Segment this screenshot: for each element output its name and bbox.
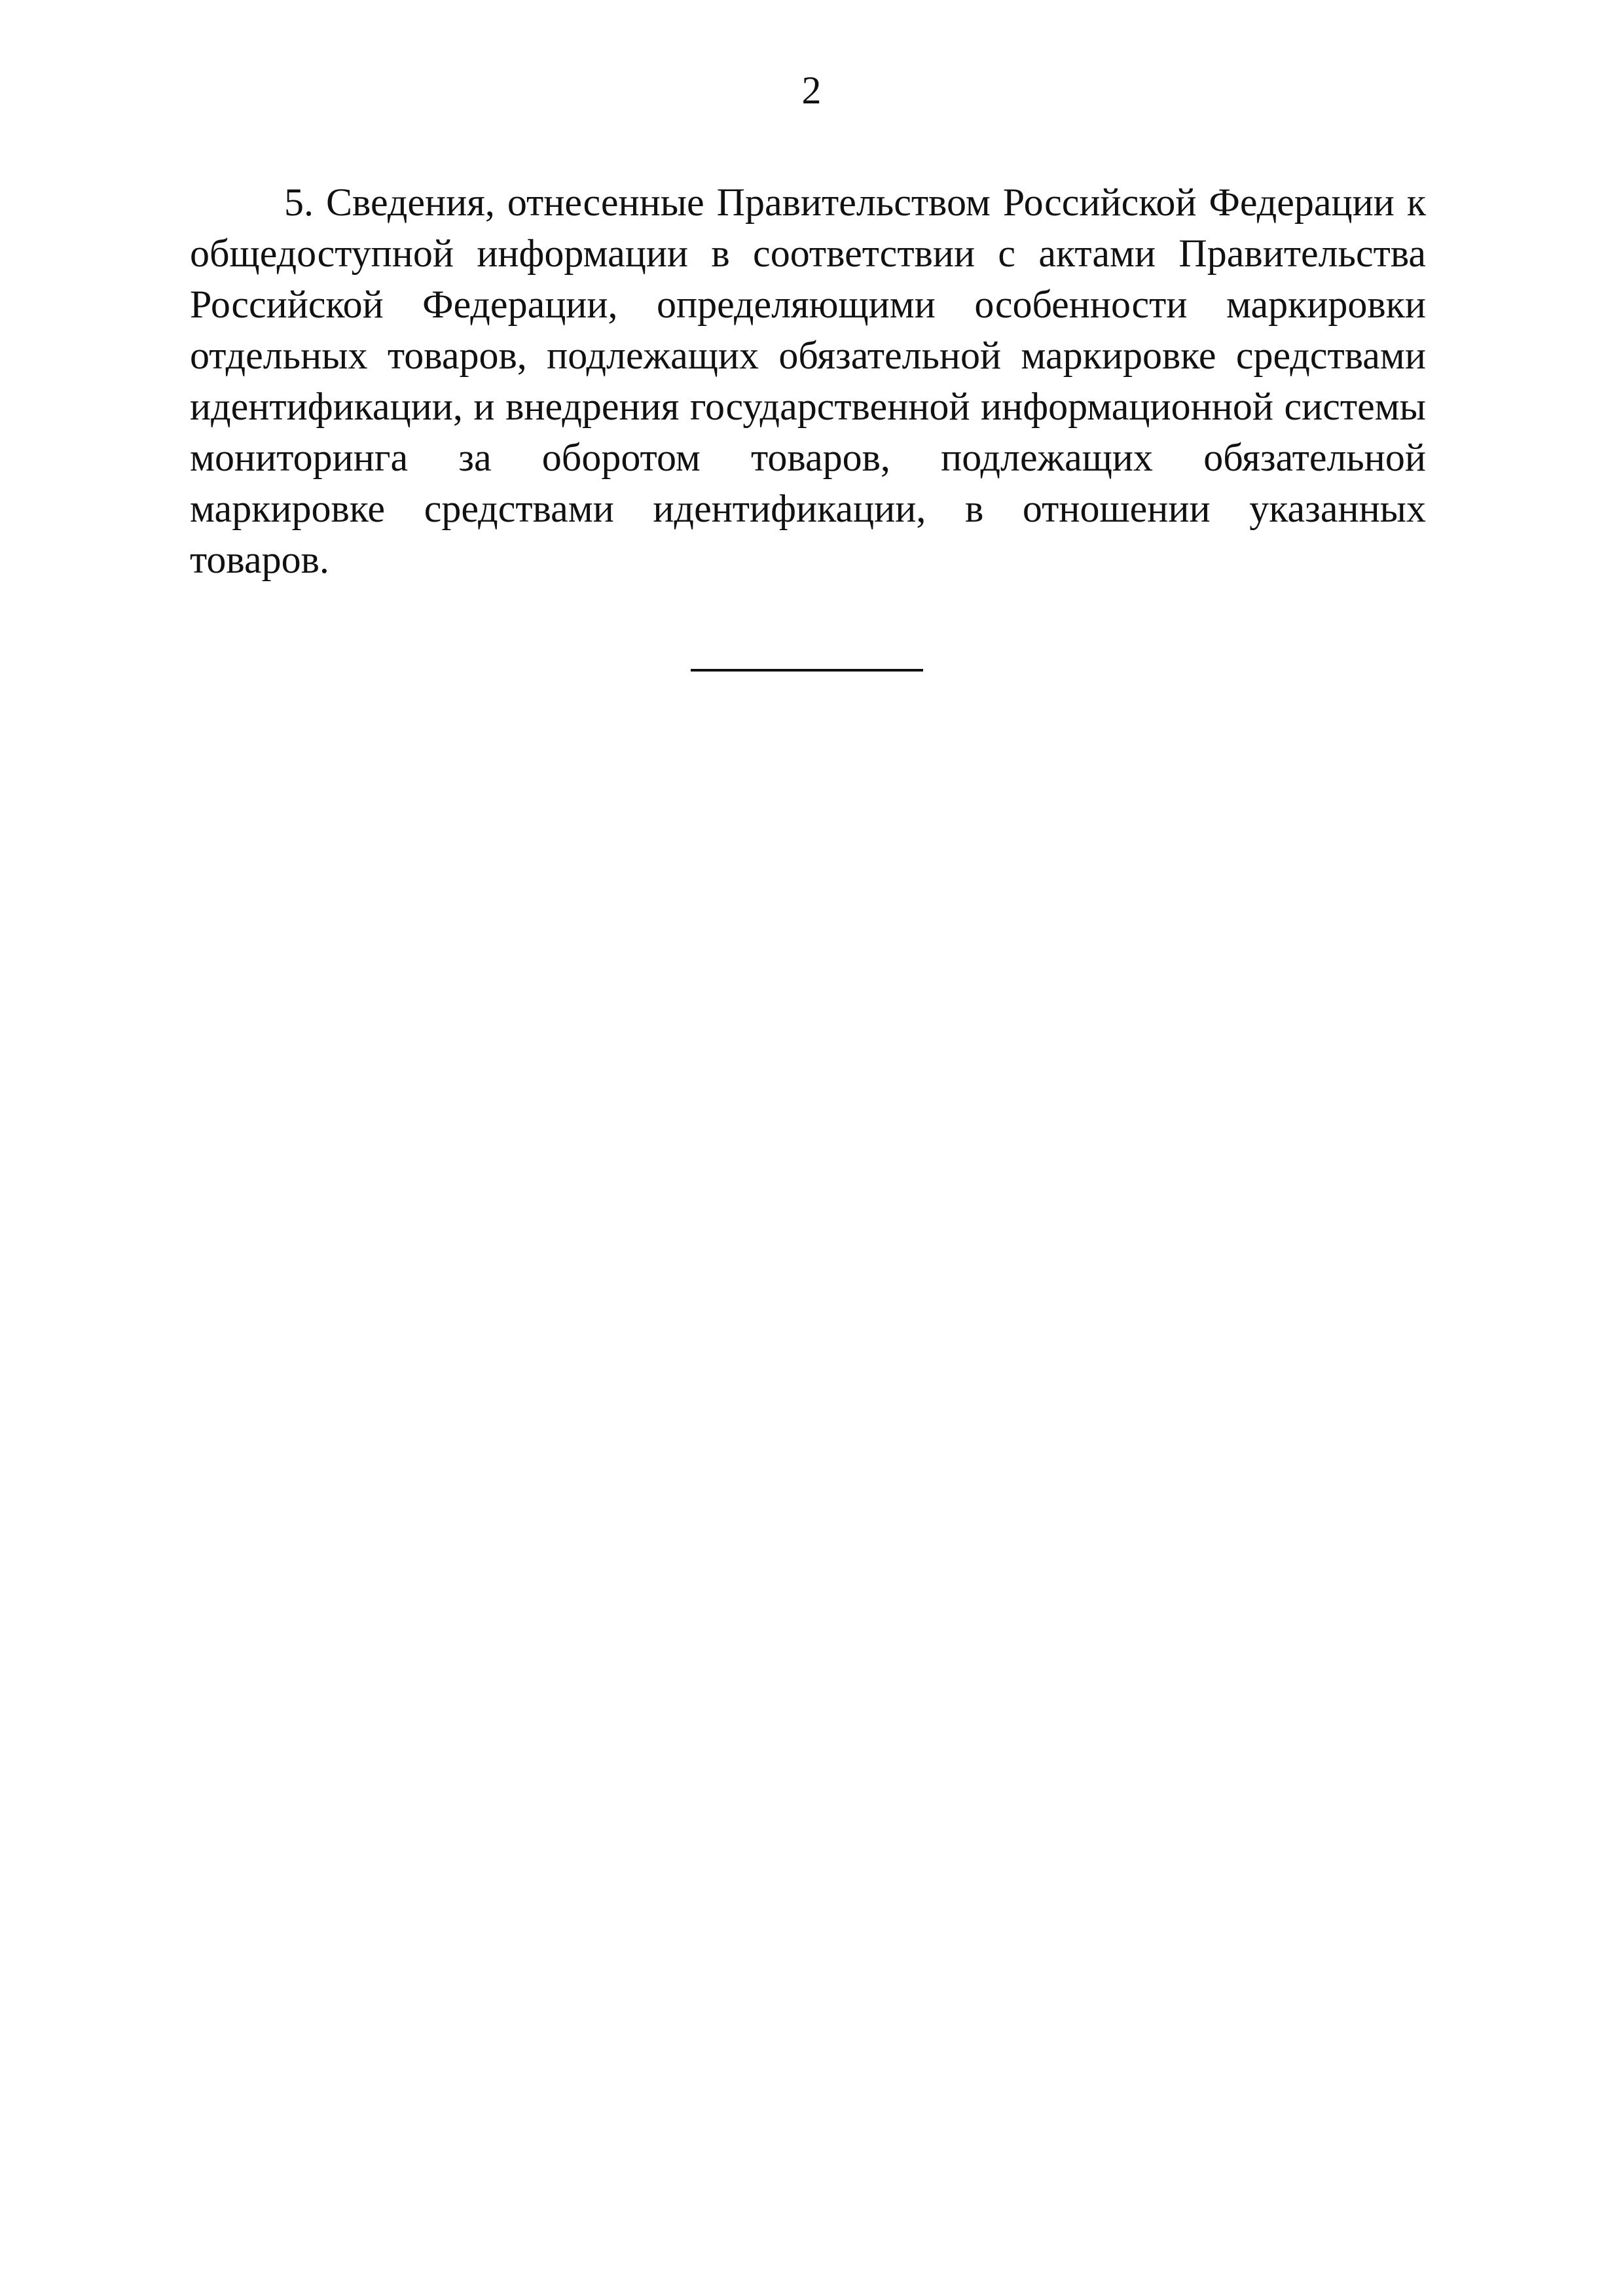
paragraph-item-5: 5. Сведения, отнесенные Правительством Российской Федерации к общедоступной информации в соответствии с актами Правительства Российской Федерации, определяющими особенности маркировки отдельных товаров, подлежащих обязательной маркировке средствами идентификации, и внедрения государственной информационной системы мониторинга за оборотом товаров, подлежащих обязательной маркировке средствами идентификации, в отношении указанных товаров. [190, 181, 1426, 581]
end-separator-line [691, 669, 923, 672]
page-number: 2 [801, 69, 822, 112]
